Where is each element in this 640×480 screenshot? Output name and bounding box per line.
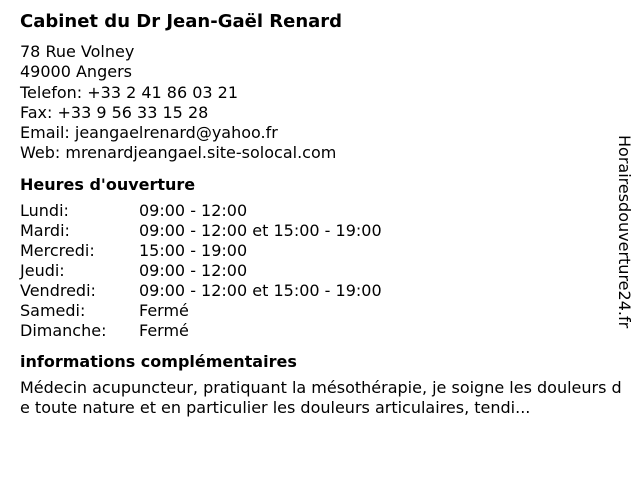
hours-time: 09:00 - 12:00 [139, 200, 248, 220]
hours-heading: Heures d'ouverture [20, 174, 196, 194]
hours-time: Fermé [139, 300, 189, 320]
email-address: Email: jeangaelrenard@yahoo.fr [20, 123, 278, 143]
hours-day: Dimanche: [20, 320, 107, 340]
hours-row-samedi [20, 301, 620, 321]
info-heading: informations complémentaires [20, 351, 297, 371]
street-address: 78 Rue Volney [20, 42, 135, 61]
hours-day: Mercredi: [20, 240, 95, 260]
hours-row-jeudi [20, 261, 620, 281]
hours-row-mardi [20, 221, 620, 241]
hours-row-mercredi [20, 241, 620, 261]
contact-block [20, 42, 620, 164]
hours-day: Jeudi: [20, 260, 65, 280]
hours-time: 09:00 - 12:00 et 15:00 - 19:00 [139, 280, 382, 300]
fax-number: Fax: +33 9 56 33 15 28 [20, 102, 209, 122]
hours-day: Mardi: [20, 220, 70, 240]
hours-time: Fermé [139, 320, 189, 340]
hours-day: Samedi: [20, 300, 86, 320]
city-address: 49000 Angers [20, 62, 132, 82]
hours-row-vendredi [20, 281, 620, 301]
hours-day: Lundi: [20, 200, 69, 220]
info-description: Médecin acupuncteur, pratiquant la mésothérapie, je soigne les douleurs de toute nature et en particulier les douleurs articulaires, tendi... [20, 377, 622, 418]
hours-time: 09:00 - 12:00 et 15:00 - 19:00 [139, 220, 382, 240]
business-card [20, 10, 620, 419]
watermark-text: Horairesdouverture24.fr [615, 135, 634, 329]
website-url: Web: mrenardjeangael.site-solocal.com [20, 143, 337, 163]
hours-row-dimanche [20, 321, 620, 341]
hours-time: 15:00 - 19:00 [139, 240, 248, 260]
hours-row-lundi [20, 201, 620, 221]
business-title: Cabinet du Dr Jean-Gaël Renard [20, 11, 343, 32]
phone-number: Telefon: +33 2 41 86 03 21 [20, 82, 239, 102]
hours-time: 09:00 - 12:00 [139, 260, 248, 280]
hours-day: Vendredi: [20, 280, 96, 300]
hours-table [20, 201, 620, 341]
